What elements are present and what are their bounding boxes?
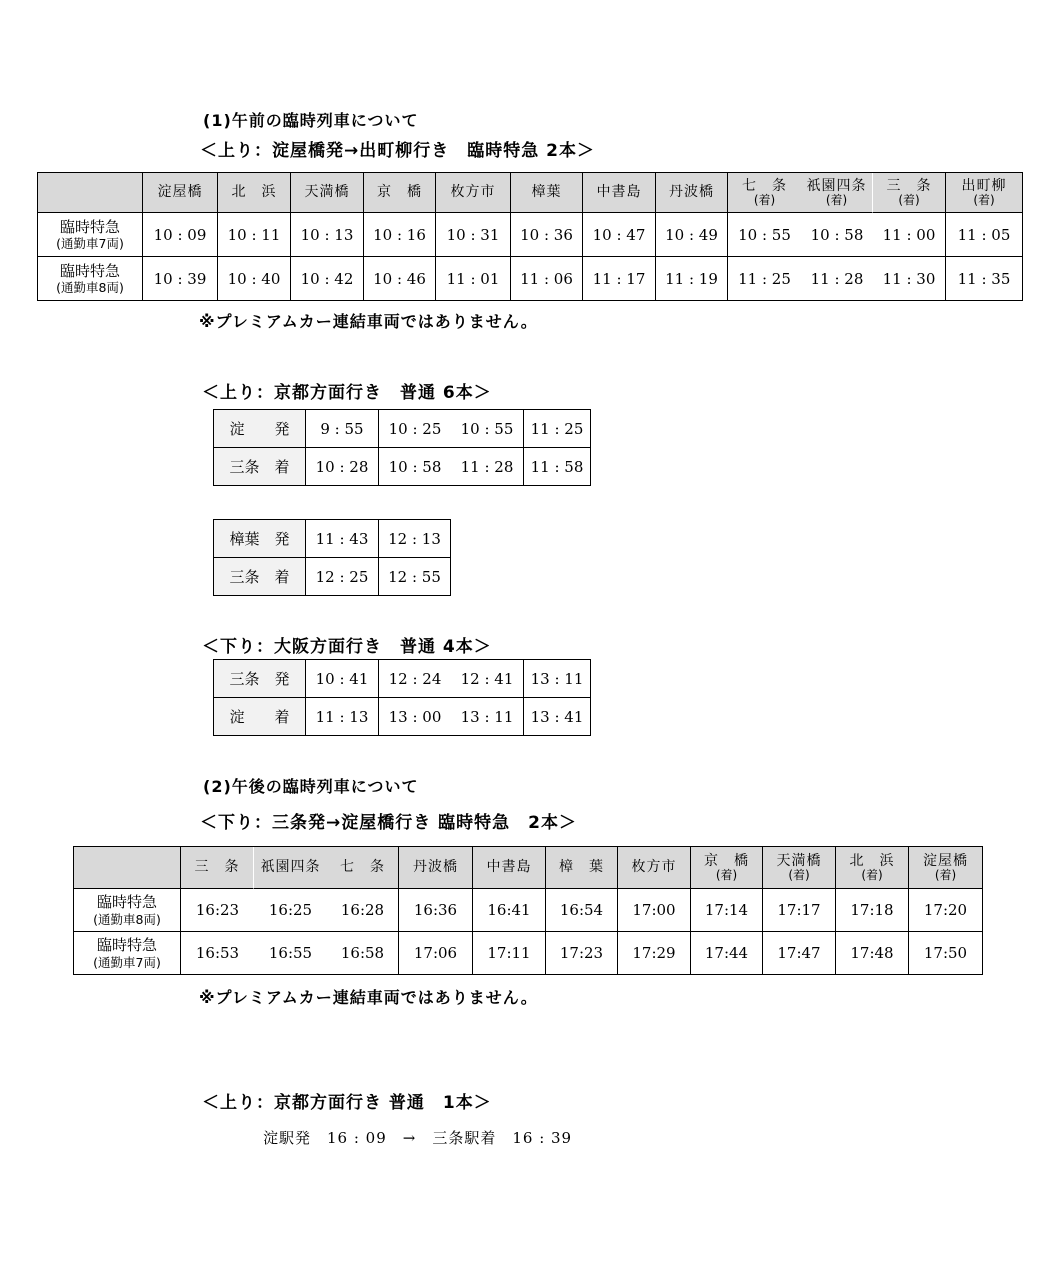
table-row xyxy=(214,448,591,486)
time-cell: 10 : 55 xyxy=(728,213,801,257)
station-header: 中書島 xyxy=(583,173,656,213)
time-cell: 10 : 28 xyxy=(306,448,379,486)
morning-local-up-heading: ＜上り：京都方面行き 普通 6本＞ xyxy=(202,383,492,403)
table-row xyxy=(74,889,983,932)
time-cell: 11 : 25 xyxy=(728,257,801,301)
time-cell: 10 : 11 xyxy=(218,213,291,257)
time-cell: 10 : 36 xyxy=(511,213,583,257)
time-cell: 17:17 xyxy=(763,889,836,932)
table-row xyxy=(214,660,591,698)
train-label: 臨時特急 (通勤車8両) xyxy=(38,257,143,301)
station-header: 三 条 xyxy=(181,847,254,889)
time-cell: 11 : 19 xyxy=(656,257,728,301)
time-cell: 11 : 28 xyxy=(801,257,873,301)
table-row xyxy=(38,213,1023,257)
time-cell: 17:48 xyxy=(836,932,909,975)
time-cell: 16:53 xyxy=(181,932,254,975)
time-cell: 12 : 13 xyxy=(379,520,451,558)
station-header: 樟 葉 xyxy=(546,847,618,889)
time-cell: 11 : 43 xyxy=(306,520,379,558)
time-cell: 16:58 xyxy=(327,932,399,975)
time-cell: 10 : 40 xyxy=(218,257,291,301)
time-cell: 17:23 xyxy=(546,932,618,975)
afternoon-local-up-heading: ＜上り：京都方面行き 普通 1本＞ xyxy=(202,1093,492,1113)
premium-car-note: ※プレミアムカー連結車両ではありません。 xyxy=(199,988,538,1007)
station-label: 三条 着 xyxy=(214,448,306,486)
section1-subheading: ＜上り：淀屋橋発→出町柳行き 臨時特急 2本＞ xyxy=(200,141,595,161)
station-header: 丹波橋 xyxy=(656,173,728,213)
train-label: 臨時特急 (通勤車8両) xyxy=(74,889,181,932)
section2-subheading: ＜下り：三条発→淀屋橋行き 臨時特急 2本＞ xyxy=(200,813,577,833)
station-header: 出町柳 (着) xyxy=(946,173,1023,213)
time-cell: 11 : 30 xyxy=(873,257,946,301)
section2-heading: (2)午後の臨時列車について xyxy=(203,777,419,796)
station-header: 天満橋 xyxy=(291,173,364,213)
train-label: 臨時特急 (通勤車7両) xyxy=(74,932,181,975)
time-cell: 13 : 41 xyxy=(524,698,591,736)
yodo-departure-table xyxy=(213,409,591,486)
station-header: 枚方市 xyxy=(436,173,511,213)
time-cell: 10 : 55 xyxy=(451,410,524,448)
station-header: 枚方市 xyxy=(618,847,691,889)
station-header: 七 条 (着) xyxy=(728,173,801,213)
table-row xyxy=(214,698,591,736)
station-header: 天満橋 (着) xyxy=(763,847,836,889)
time-cell: 16:54 xyxy=(546,889,618,932)
time-cell: 11 : 17 xyxy=(583,257,656,301)
time-cell: 12 : 55 xyxy=(379,558,451,596)
morning-express-table xyxy=(37,172,1023,301)
corner-cell xyxy=(38,173,143,213)
time-cell: 10 : 25 xyxy=(379,410,451,448)
table-row xyxy=(38,257,1023,301)
station-header: 七 条 xyxy=(327,847,399,889)
time-cell: 10 : 31 xyxy=(436,213,511,257)
time-cell: 10 : 46 xyxy=(364,257,436,301)
time-cell: 12 : 25 xyxy=(306,558,379,596)
time-cell: 13 : 00 xyxy=(379,698,451,736)
station-label: 樟葉 発 xyxy=(214,520,306,558)
table-row xyxy=(214,410,591,448)
station-label: 淀 着 xyxy=(214,698,306,736)
time-cell: 17:29 xyxy=(618,932,691,975)
station-label: 淀 発 xyxy=(214,410,306,448)
time-cell: 17:18 xyxy=(836,889,909,932)
time-cell: 10 : 58 xyxy=(801,213,873,257)
table-row xyxy=(214,520,451,558)
time-cell: 17:44 xyxy=(691,932,763,975)
time-cell: 11 : 01 xyxy=(436,257,511,301)
time-cell: 17:06 xyxy=(399,932,473,975)
time-cell: 11 : 35 xyxy=(946,257,1023,301)
premium-car-note: ※プレミアムカー連結車両ではありません。 xyxy=(199,312,538,331)
afternoon-express-table xyxy=(73,846,983,975)
time-cell: 10 : 09 xyxy=(143,213,218,257)
station-header: 中書島 xyxy=(473,847,546,889)
station-header: 祇園四条 xyxy=(254,847,327,889)
time-cell: 17:00 xyxy=(618,889,691,932)
time-cell: 13 : 11 xyxy=(451,698,524,736)
time-cell: 16:55 xyxy=(254,932,327,975)
station-header: 三 条 (着) xyxy=(873,173,946,213)
station-label: 三条 発 xyxy=(214,660,306,698)
station-header: 丹波橋 xyxy=(399,847,473,889)
afternoon-local-up-detail: 淀駅発 16 : 09 → 三条駅着 16 : 39 xyxy=(263,1129,573,1147)
time-cell: 11 : 13 xyxy=(306,698,379,736)
time-cell: 16:25 xyxy=(254,889,327,932)
time-cell: 10 : 58 xyxy=(379,448,451,486)
time-cell: 11 : 05 xyxy=(946,213,1023,257)
section1-heading: (1)午前の臨時列車について xyxy=(203,111,419,130)
sanjo-departure-table xyxy=(213,659,591,736)
time-cell: 16:23 xyxy=(181,889,254,932)
time-cell: 12 : 41 xyxy=(451,660,524,698)
station-header: 淀屋橋 xyxy=(143,173,218,213)
time-cell: 16:36 xyxy=(399,889,473,932)
station-header: 樟葉 xyxy=(511,173,583,213)
time-cell: 12 : 24 xyxy=(379,660,451,698)
time-cell: 17:20 xyxy=(909,889,983,932)
station-label: 三条 着 xyxy=(214,558,306,596)
time-cell: 11 : 28 xyxy=(451,448,524,486)
time-cell: 10 : 49 xyxy=(656,213,728,257)
time-cell: 11 : 25 xyxy=(524,410,591,448)
table-row xyxy=(214,558,451,596)
time-cell: 16:28 xyxy=(327,889,399,932)
time-cell: 10 : 41 xyxy=(306,660,379,698)
time-cell: 11 : 06 xyxy=(511,257,583,301)
time-cell: 11 : 58 xyxy=(524,448,591,486)
station-header: 京 橋 (着) xyxy=(691,847,763,889)
station-header: 北 浜 (着) xyxy=(836,847,909,889)
station-header: 淀屋橋 (着) xyxy=(909,847,983,889)
time-cell: 17:11 xyxy=(473,932,546,975)
station-header: 北 浜 xyxy=(218,173,291,213)
station-header: 祇園四条 (着) xyxy=(801,173,873,213)
time-cell: 10 : 16 xyxy=(364,213,436,257)
station-header: 京 橋 xyxy=(364,173,436,213)
time-cell: 10 : 47 xyxy=(583,213,656,257)
time-cell: 10 : 39 xyxy=(143,257,218,301)
table-row xyxy=(74,932,983,975)
time-cell: 13 : 11 xyxy=(524,660,591,698)
corner-cell xyxy=(74,847,181,889)
time-cell: 10 : 13 xyxy=(291,213,364,257)
time-cell: 10 : 42 xyxy=(291,257,364,301)
morning-local-down-heading: ＜下り：大阪方面行き 普通 4本＞ xyxy=(202,637,492,657)
time-cell: 9 : 55 xyxy=(306,410,379,448)
time-cell: 17:14 xyxy=(691,889,763,932)
time-cell: 16:41 xyxy=(473,889,546,932)
time-cell: 17:50 xyxy=(909,932,983,975)
time-cell: 11 : 00 xyxy=(873,213,946,257)
train-label: 臨時特急 (通勤車7両) xyxy=(38,213,143,257)
time-cell: 17:47 xyxy=(763,932,836,975)
kuzuha-departure-table xyxy=(213,519,451,596)
